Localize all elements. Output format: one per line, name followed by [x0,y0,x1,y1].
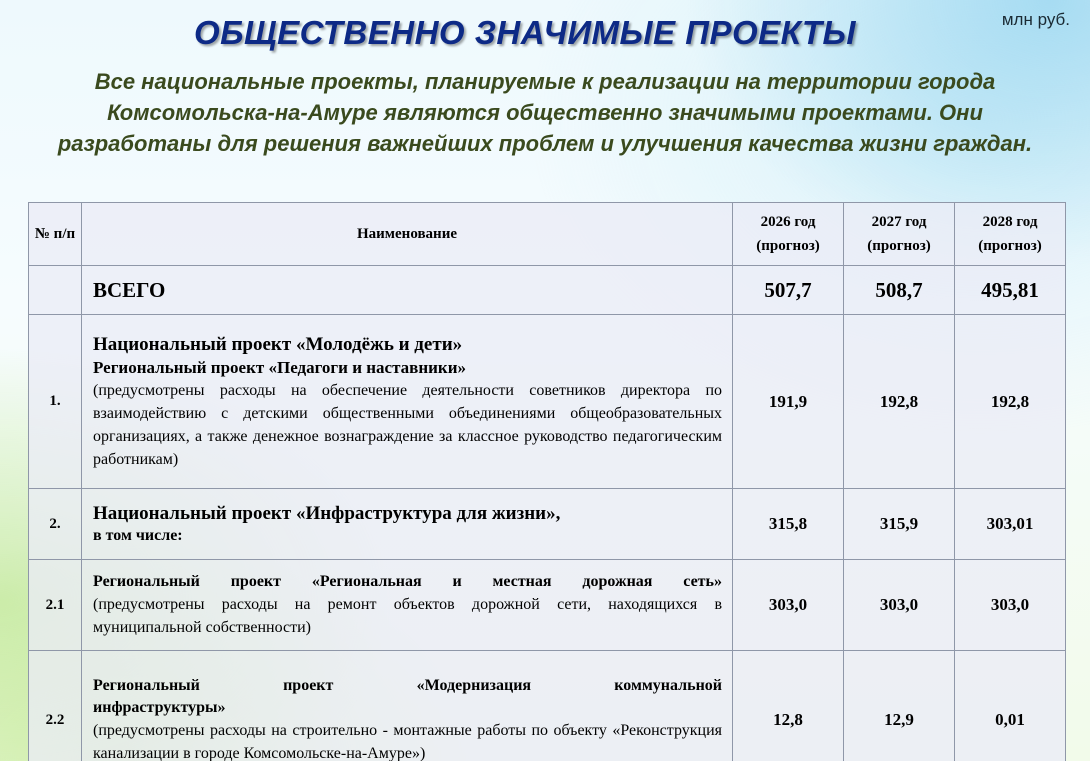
row-name-cell [82,489,733,560]
value-2027: 12,9 [844,651,955,761]
table-row [29,489,1066,560]
header-2028: 2028 год (прогноз) [955,203,1066,266]
table-header-row [29,203,1066,266]
total-label-cell [82,266,733,315]
national-project-name: Национальный проект «Инфраструктура для жизни», [93,503,561,524]
table-row [29,315,1066,489]
table-row-total [29,266,1066,315]
value-2027: 303,0 [844,560,955,651]
total-2027: 508,7 [844,266,955,315]
value-2028: 303,01 [955,489,1066,560]
table-row [29,560,1066,651]
total-num-cell [29,266,82,315]
row-num: 2.2 [29,651,82,761]
row-name-cell [82,651,733,761]
value-2028: 303,0 [955,560,1066,651]
table-row [29,651,1066,761]
header-2026: 2026 год (прогноз) [733,203,844,266]
subtitle-including: в том числе: [93,527,183,544]
value-2028: 0,01 [955,651,1066,761]
total-2028: 495,81 [955,266,1066,315]
projects-table-container [28,202,1066,761]
header-num: № п/п [29,203,82,266]
regional-project-name: Региональный проект «Педагоги и наставники» [93,357,467,377]
value-2026: 191,9 [733,315,844,489]
regional-project-name: Региональный проект «Региональная и местная дорожная сеть» [93,573,722,590]
regional-project-name-line2: инфраструктуры» [93,699,226,716]
unit-label: млн руб. [1001,10,1070,29]
regional-project-name-line1: Региональный проект «Модернизация коммунальной [93,677,722,694]
value-2026: 303,0 [733,560,844,651]
projects-table [28,202,1066,761]
row-name-cell [82,315,733,489]
value-2027: 192,8 [844,315,955,489]
row-num: 2. [29,489,82,560]
value-2028: 192,8 [955,315,1066,489]
intro-text: Все национальные проекты, планируемые к реализации на территории города Комсомольска-на-Амуре являются общественно значимыми проектами. Они разработаны для решения важнейших проблем и улучшения качества жизни граждан. [57,69,1033,156]
project-description: (предусмотрены расходы на строительно - монтажные работы по объекту «Реконструкция канализации в городе Комсомольске-на-Амуре») [93,722,722,761]
header-name: Наименование [82,203,733,266]
header-2027: 2027 год (прогноз) [844,203,955,266]
value-2027: 315,9 [844,489,955,560]
total-label: ВСЕГО [93,277,166,302]
value-2026: 315,8 [733,489,844,560]
project-description: (предусмотрены расходы на ремонт объектов дорожной сети, находящихся в муниципальной собственности) [93,596,722,636]
national-project-name: Национальный проект «Молодёжь и дети» [93,333,463,355]
page-title: ОБЩЕСТВЕННО ЗНАЧИМЫЕ ПРОЕКТЫ [193,14,856,51]
row-name-cell [82,560,733,651]
value-2026: 12,8 [733,651,844,761]
project-description: (предусмотрены расходы на обеспечение деятельности советников директора по взаимодействию с детскими общественными объединениями общеобразовательных организациях, а также денежное вознаграждение за классное руководство педагогическим работникам) [93,381,722,468]
row-num: 2.1 [29,560,82,651]
total-2026: 507,7 [733,266,844,315]
row-num: 1. [29,315,82,489]
